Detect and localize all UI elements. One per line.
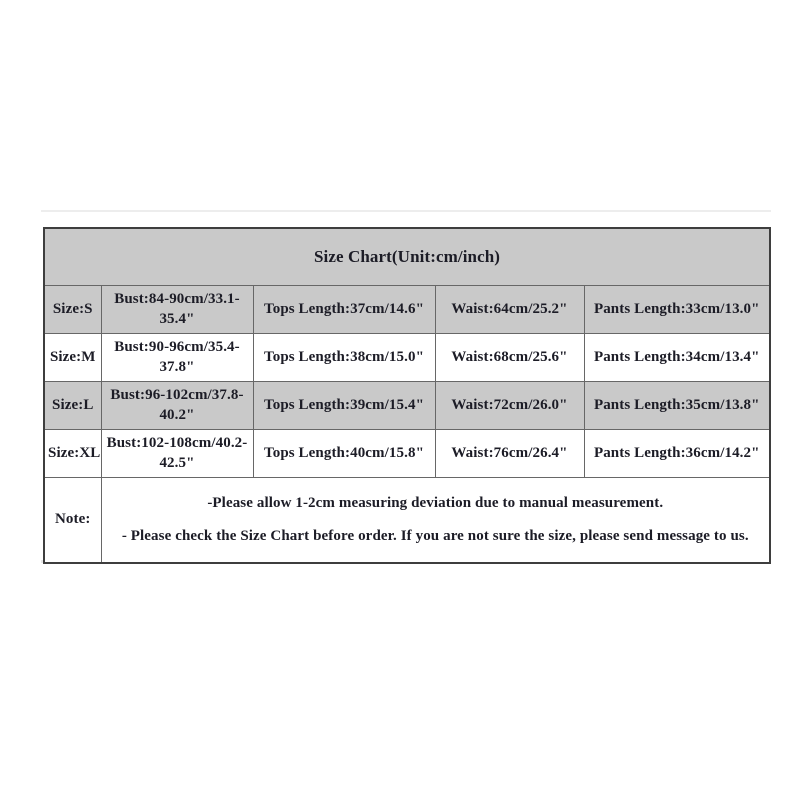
pants-length-cell: Pants Length:33cm/13.0" xyxy=(584,286,770,334)
pants-length-cell: Pants Length:35cm/13.8" xyxy=(584,382,770,430)
size-cell: Size:M xyxy=(44,334,101,382)
table-row-size-s xyxy=(44,286,770,334)
pants-length-cell: Pants Length:34cm/13.4" xyxy=(584,334,770,382)
table-row-size-xl xyxy=(44,430,770,478)
note-line-2: - Please check the Size Chart before order. If you are not sure the size, please send message to us. xyxy=(121,527,749,544)
waist-cell: Waist:76cm/26.4" xyxy=(435,430,584,478)
waist-cell: Waist:72cm/26.0" xyxy=(435,382,584,430)
bust-cell: Bust:84-90cm/33.1-35.4" xyxy=(101,286,253,334)
table-note-row xyxy=(44,478,770,564)
size-cell: Size:L xyxy=(44,382,101,430)
table-header-row xyxy=(44,228,770,286)
pants-length-cell: Pants Length:36cm/14.2" xyxy=(584,430,770,478)
tops-length-cell: Tops Length:37cm/14.6" xyxy=(253,286,435,334)
tops-length-cell: Tops Length:38cm/15.0" xyxy=(253,334,435,382)
tops-length-cell: Tops Length:39cm/15.4" xyxy=(253,382,435,430)
note-label: Note: xyxy=(44,478,101,564)
table-title: Size Chart(Unit:cm/inch) xyxy=(44,228,770,286)
shadow-line-top xyxy=(41,210,771,212)
size-chart-table xyxy=(43,227,771,564)
bust-cell: Bust:96-102cm/37.8-40.2" xyxy=(101,382,253,430)
table-row-size-l xyxy=(44,382,770,430)
bust-cell: Bust:102-108cm/40.2-42.5" xyxy=(101,430,253,478)
waist-cell: Waist:64cm/25.2" xyxy=(435,286,584,334)
size-cell: Size:S xyxy=(44,286,101,334)
note-line-1: -Please allow 1-2cm measuring deviation due to manual measurement. xyxy=(207,494,664,511)
note-cell xyxy=(101,478,770,564)
bust-cell: Bust:90-96cm/35.4-37.8" xyxy=(101,334,253,382)
size-cell: Size:XL xyxy=(44,430,101,478)
waist-cell: Waist:68cm/25.6" xyxy=(435,334,584,382)
tops-length-cell: Tops Length:40cm/15.8" xyxy=(253,430,435,478)
table-row-size-m xyxy=(44,334,770,382)
